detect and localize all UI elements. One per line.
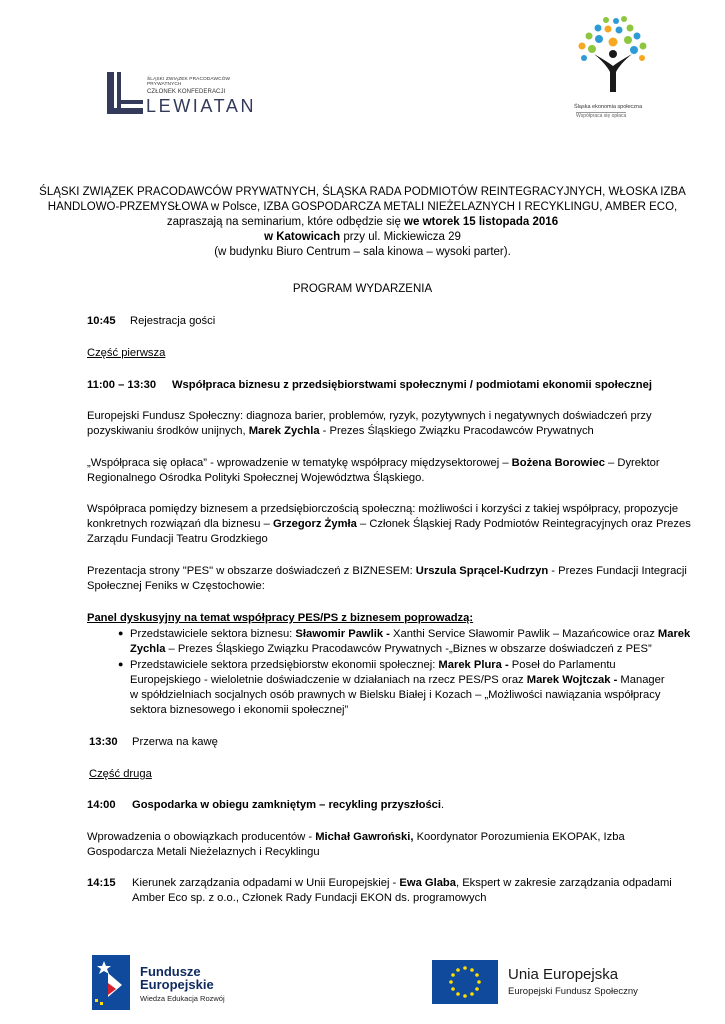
p5-role: Koordynator Porozumienia EKOPAK, Izba — [413, 831, 625, 843]
p3-line3: Zarządu Fundacji Teatru Grodzkiego — [87, 533, 268, 545]
bullet2-line2 — [130, 673, 665, 687]
session2-title-dot: . — [441, 799, 445, 811]
speaker-marek: Marek — [657, 628, 691, 640]
speaker-spracel-kudrzyn: Urszula Sprącel-Kudrzyn — [415, 565, 549, 577]
bullet2-line4: sektora biznesowego i ekonomii społecznej” — [130, 704, 349, 716]
bullet-icon: ● — [118, 659, 124, 669]
intro-city: w Katowicach — [264, 231, 341, 243]
p5-text: Wprowadzenia o obowiązkach producentów - — [87, 831, 316, 843]
fe-line1: Fundusze — [140, 964, 201, 979]
fundusze-europejskie-icon — [92, 955, 132, 1010]
speaker-gawronski: Michał Gawroński, — [315, 831, 414, 843]
b2-role2: Manager — [617, 674, 665, 686]
p3-line1: Współpraca pomiędzy biznesem a przedsiębiorczością społeczną: możliwości i korzyści z takiej współpracy, propozycje — [87, 503, 679, 515]
ekonomia-caption1: Śląska ekonomia społeczna — [574, 104, 643, 110]
bullet-icon: ● — [118, 628, 124, 638]
session3-time: 14:15 — [87, 877, 116, 889]
p1-text: pozyskiwaniu środków unijnych, — [87, 425, 249, 437]
fundusze-europejskie-logo — [92, 955, 252, 1010]
p4-role: - Prezes Fundacji Integracji — [548, 565, 687, 577]
intro-line3 — [0, 215, 725, 229]
session3-line2: Amber Eco sp. z o.o., Członek Rady Fundacji EKON ds. programowych — [132, 892, 487, 904]
b1-role2: – Prezes Śląskiego Związku Pracodawców Prywatnych -„Biznes w obszarze doświadczeń z PES” — [165, 643, 652, 655]
fe-line3: Wiedza Edukacja Rozwój — [140, 994, 225, 1003]
program-title: PROGRAM WYDARZENIA — [292, 283, 433, 295]
p1-role: - Prezes Śląskiego Związku Pracodawców Prywatnych — [319, 425, 594, 437]
intro-line5: (w budynku Biuro Centrum – sala kinowa – wysoki parter). — [214, 246, 511, 258]
session1-time: 11:00 – 13:30 — [87, 379, 157, 391]
registration-time: 10:45 — [87, 315, 116, 327]
session2-title — [132, 798, 444, 812]
p1-line2 — [87, 424, 594, 438]
b2-role: Poseł do Parlamentu — [508, 659, 616, 671]
part1-heading: Część pierwsza — [87, 347, 166, 359]
p3-role: – Członek Śląskiej Rady Podmiotów Reintegracyjnych oraz Prezes — [356, 518, 691, 530]
intro-line3-text: zapraszają na seminarium, które odbędzie się — [166, 216, 405, 228]
p2-role: – Dyrektor — [604, 457, 660, 469]
break-time: 13:30 — [89, 736, 118, 748]
p3-line2 — [87, 517, 691, 531]
lewiatan-logo — [105, 70, 255, 120]
lewiatan-small-line2: CZŁONEK KONFEDERACJI — [147, 89, 226, 95]
p2-line2: Regionalnego Ośrodka Polityki Społecznej Województwa Śląskiego. — [87, 472, 425, 484]
p4-line2: Społecznej Feniks w Częstochowie: — [87, 580, 265, 592]
s3-role: , Ekspert w zakresie zarządzania odpadami — [456, 877, 672, 889]
speaker-wojtczak: Marek Wojtczak - — [526, 674, 618, 686]
session2-title-text: Gospodarka w obiegu zamkniętym – recykling przyszłości — [132, 799, 442, 811]
b1-text: Przedstawiciele sektora biznesu: — [130, 628, 296, 640]
panel-title: Panel dyskusyjny na temat współpracy PES/PS z biznesem poprowadzą: — [87, 612, 474, 624]
registration-text: Rejestracja gości — [130, 315, 216, 327]
speaker-glaba: Ewa Glaba — [399, 877, 456, 889]
session2-time: 14:00 — [87, 799, 116, 811]
ue-line2: Europejski Fundusz Społeczny — [508, 986, 638, 997]
lewiatan-small-line1: ŚLĄSKI ZWIĄZEK PRACODAWCÓW PRYWATNYCH — [147, 77, 231, 87]
intro-address: przy ul. Mickiewicza 29 — [340, 231, 461, 243]
p2-line1 — [87, 456, 660, 470]
unia-europejska-logo — [432, 958, 672, 1008]
p2-text: „Współpraca się opłaca” - wprowadzenie w tematykę współpracy międzysektorowej – — [87, 457, 512, 469]
b2-text2: Europejskiego - wieloletnie doświadczenie w działaniach na rzecz PES/PS oraz — [130, 674, 527, 686]
fe-line2: Europejskie — [140, 977, 214, 992]
intro-date: we wtorek 15 listopada 2016 — [404, 216, 559, 228]
speaker-zychla-2: Zychla — [130, 643, 166, 655]
speaker-zychla: Marek Zychla — [248, 425, 320, 437]
session3-line1 — [132, 876, 672, 890]
eu-flag-icon — [432, 960, 498, 1004]
speaker-pawlik: Sławomir Pawlik - — [295, 628, 390, 640]
b1-role: Xanthi Service Sławomir Pawlik – Mazańcowice oraz — [389, 628, 658, 640]
tree-icon — [572, 14, 652, 100]
intro-line1: ŚLĄSKI ZWIĄZEK PRACODAWCÓW PRYWATNYCH, ŚLĄSKA RADA PODMIOTÓW REINTEGRACYJNYCH, WŁOSKA IZBA — [39, 186, 686, 198]
ekonomia-caption2: Współpraca się opłaca — [576, 113, 627, 119]
p4-text: Prezentacja strony "PES" w obszarze doświadczeń z BIZNESEM: — [87, 565, 416, 577]
bullet2-line3: w spółdzielniach socjalnych osób prawnych w Bielsku Białej i Kozach – „Możliwości nawiązania współpracy — [130, 689, 661, 701]
p5-line1 — [87, 830, 625, 844]
p3-text: konkretnych rozwiązań dla biznesu – — [87, 518, 273, 530]
p4-line1 — [87, 564, 687, 578]
bullet1-line1 — [130, 627, 690, 641]
s3-text: Kierunek zarządzania odpadami w Unii Europejskiej - — [132, 877, 400, 889]
b2-text: Przedstawiciele sektora przedsiębiorstw ekonomii społecznej: — [130, 659, 439, 671]
bullet1-line2 — [130, 642, 652, 656]
intro-line4 — [0, 230, 725, 244]
p5-line2: Gospodarcza Metali Nieżelaznych i Recyklingu — [87, 846, 320, 858]
ekonomia-spoleczna-logo — [572, 14, 652, 122]
lewiatan-name: LEWIATAN — [146, 96, 257, 116]
bullet2-line1 — [130, 658, 616, 672]
lewiatan-mark-icon — [105, 70, 145, 118]
session1-title: Współpraca biznesu z przedsiębiorstwami społecznymi / podmiotami ekonomii społecznej — [172, 379, 652, 391]
speaker-plura: Marek Plura - — [438, 659, 509, 671]
break-text: Przerwa na kawę — [132, 736, 218, 748]
ue-line1: Unia Europejska — [508, 966, 619, 983]
speaker-borowiec: Bożena Borowiec — [511, 457, 605, 469]
intro-line2: HANDLOWO-PRZEMYSŁOWA w Polsce, IZBA GOSPODARCZA METALI NIEŻELAZNYCH I RECYKLINGU, AMBER ECO, — [47, 201, 678, 213]
speaker-zymla: Grzegorz Żymła — [272, 518, 357, 530]
part2-heading: Część druga — [89, 768, 152, 780]
p1-line1: Europejski Fundusz Społeczny: diagnoza barier, problemów, ryzyk, pozytywnych i negatywnych doświadczeń przy — [87, 410, 652, 422]
